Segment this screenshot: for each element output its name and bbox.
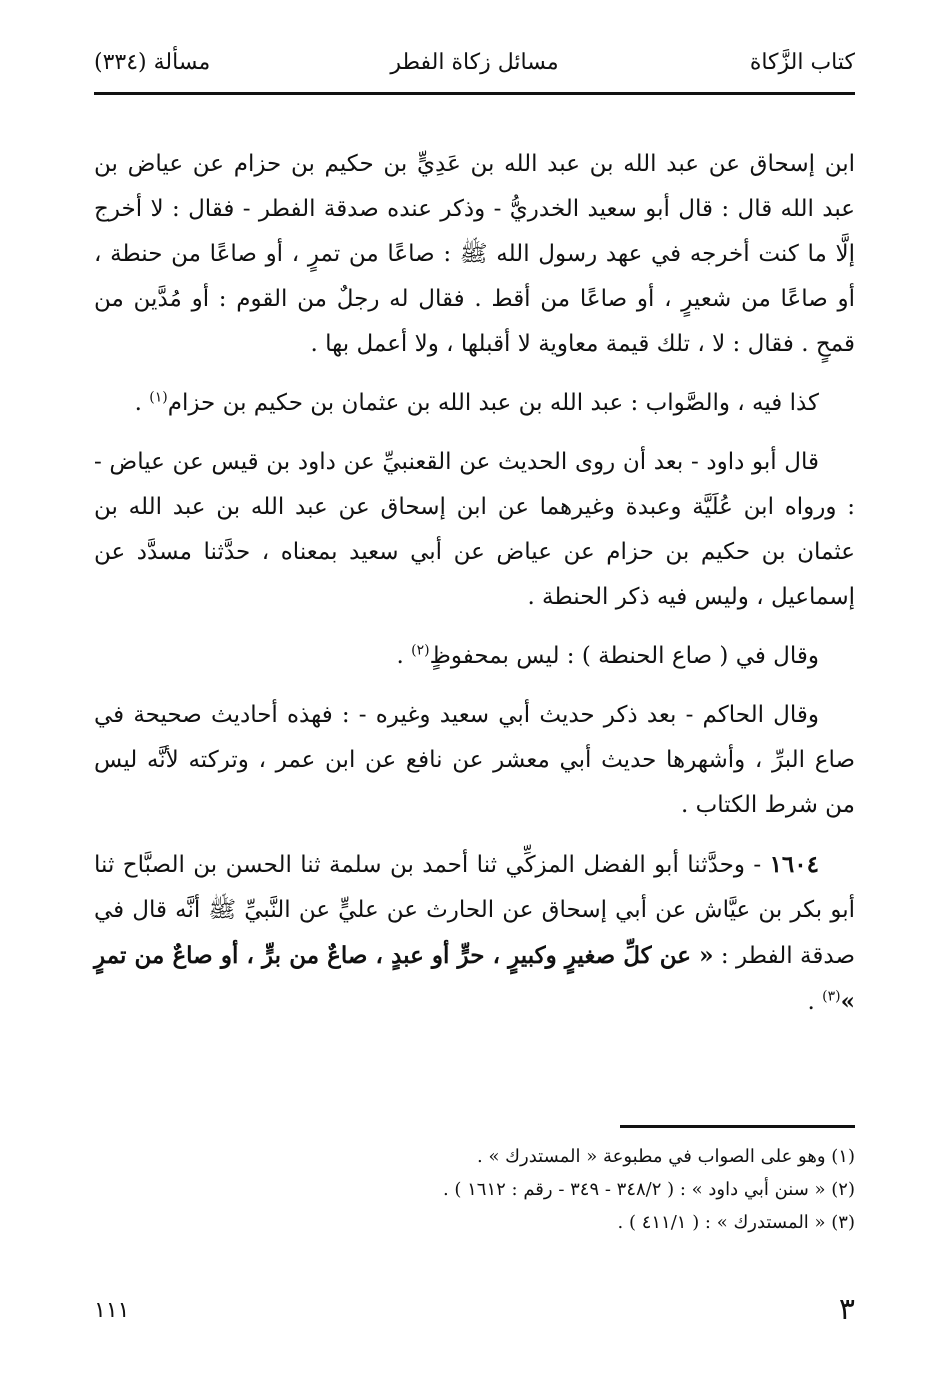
footnote-2: (٢) « سنن أبي داود » : ( ٣٤٨/٢ - ٣٤٩ - رقم : ١٦١٢ ) . xyxy=(442,1179,855,1200)
paragraph-1 xyxy=(94,142,855,367)
paragraph-6 xyxy=(94,842,855,1025)
chapter-title: مسائل زكاة الفطر xyxy=(390,50,559,75)
page-number-right: ٣ xyxy=(838,1292,855,1327)
paragraph-3 xyxy=(94,440,855,620)
footnote-1: (١) وهو على الصواب في مطبوعة « المستدرك » . xyxy=(477,1146,855,1167)
paragraph-4-end: . xyxy=(396,643,412,669)
footnotes xyxy=(94,1140,855,1239)
footnote-ref-1[interactable]: (١) xyxy=(149,389,168,406)
footnote-3: (٣) « المستدرك » : ( ٤١١/١ ) . xyxy=(617,1212,855,1233)
paragraph-4 xyxy=(94,634,855,679)
main-text xyxy=(94,142,855,1039)
running-header xyxy=(94,50,855,90)
paragraph-4-text: وقال في ( صاع الحنطة ) : ليس بمحفوظٍ xyxy=(429,643,819,669)
footnote-ref-3[interactable]: (٣) xyxy=(822,988,841,1005)
paragraph-5-text: وقال الحاكم - بعد ذكر حديث أبي سعيد وغيره - : فهذه أحاديث صحيحة في صاع البرِّ ، وأشهرها حديث أبي معشر عن نافع عن ابن عمر ، وتركته لأنَّه ليس من شرط الكتاب . xyxy=(94,702,855,818)
issue-number: مسألة (٣٣٤) xyxy=(94,50,211,75)
paragraph-6-end: . xyxy=(807,989,823,1015)
header-rule xyxy=(94,92,855,95)
paragraph-2 xyxy=(94,381,855,426)
footnote-ref-2[interactable]: (٢) xyxy=(411,642,430,659)
paragraph-6-text: - وحدَّثنا أبو الفضل المزكِّي ثنا أحمد بن سلمة ثنا الحسن بن الصبَّاح ثنا أبو بكر بن عيَّاش عن أبي إسحاق عن الحارث عن عليٍّ عن النَّبيِّ ﷺ أنَّه قال في صدقة الفطر : xyxy=(94,852,855,969)
book-title: كتاب الزَّكاة xyxy=(749,50,855,75)
paragraph-2-text: كذا فيه ، والصَّواب : عبد الله بن عبد الله بن عثمان بن حكيم بن حزام xyxy=(167,390,819,416)
hadith-number: ١٦٠٤ xyxy=(769,851,819,878)
paragraph-3-text: قال أبو داود - بعد أن روى الحديث عن القعنبيِّ عن داود بن قيس عن عياض - : ورواه ابن عُلَيَّة وعبدة وغيرهما عن ابن إسحاق عن عبد الله بن عبد الله بن عثمان بن حكيم بن حزام عن عياض عن أبي سعيد بمعناه ، حدَّثنا مسدَّد عن إسماعيل ، وليس فيه ذكر الحنطة . xyxy=(94,449,855,610)
footnote-separator xyxy=(620,1125,855,1128)
paragraph-1-text: ابن إسحاق عن عبد الله بن عبد الله بن عَدِيٍّ بن حكيم بن حزام عن عياض بن عبد الله قال : قال أبو سعيد الخدريُّ - وذكر عنده صدقة الفطر - فقال : لا أخرج إلَّا ما كنت أخرجه في عهد رسول الله ﷺ : صاعًا من تمرٍ ، أو صاعًا من حنطة ، أو صاعًا من شعيرٍ ، أو صاعًا من أقط . فقال له رجلٌ من القوم : أو مُدَّين من قمحٍ . فقال : لا ، تلك قيمة معاوية لا أقبلها ، ولا أعمل بها . xyxy=(94,151,855,357)
paragraph-5 xyxy=(94,693,855,828)
page-number-left: ١١١ xyxy=(94,1298,130,1323)
paragraph-2-end: . xyxy=(134,390,150,416)
hadith-quote: « عن كلِّ صغيرٍ وكبيرٍ ، حرٍّ أو عبدٍ ، صاعٌ من برٍّ ، أو صاعٌ من تمرٍ » xyxy=(94,942,855,1015)
